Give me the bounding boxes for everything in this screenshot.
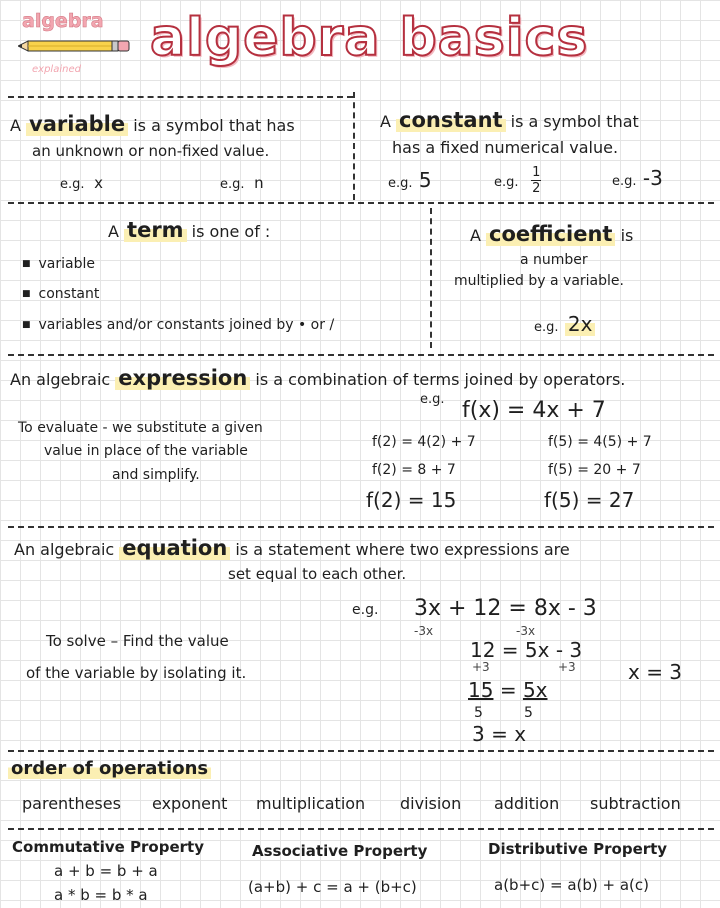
variable-definition-line2: an unknown or non-fixed value.: [32, 142, 270, 160]
distributive-line: a(b+c) = a(b) + a(c): [494, 876, 650, 894]
divider: [8, 354, 714, 356]
divider: [430, 208, 432, 348]
order-addition: addition: [494, 794, 560, 813]
equation-plus3-left: +3: [472, 660, 490, 674]
divider: [8, 526, 714, 528]
commutative-line-2: a * b = b * a: [54, 886, 148, 904]
variable-keyword: variable: [26, 112, 128, 136]
constant-definition: A constant is a symbol that: [380, 108, 639, 132]
equation-line2: set equal to each other.: [228, 565, 407, 583]
solve-line-1: To solve – Find the value: [46, 632, 229, 650]
right-step-1: f(5) = 4(5) + 7: [548, 434, 652, 450]
divider: [8, 96, 353, 98]
divider: [8, 750, 714, 752]
pencil-icon: [18, 40, 130, 52]
left-step-3: f(2) = 15: [366, 488, 457, 512]
equation-step3: 15 = 5x: [468, 678, 548, 702]
equation-plus3-right: +3: [558, 660, 576, 674]
equation-main: 3x + 12 = 8x - 3: [414, 596, 597, 621]
equation-minus3x-left: -3x: [414, 624, 434, 638]
divider: [353, 92, 355, 200]
constant-definition-line2: has a fixed numerical value.: [392, 138, 619, 157]
constant-example-2: e.g. $\frac{1}{2}$: [494, 165, 541, 196]
variable-example-1: e.g. x: [60, 174, 103, 192]
variable-example-2: e.g. n: [220, 174, 264, 192]
term-bullet-joined: ■ variables and/or constants joined by • or /: [22, 317, 334, 333]
expression-definition: An algebraic expression is a combination of terms joined by operators.: [10, 366, 626, 390]
equation-denominator-left: 5: [474, 705, 483, 721]
constant-example-3: e.g. -3: [612, 166, 663, 190]
term-keyword: term: [124, 218, 187, 242]
divider: [8, 828, 714, 830]
right-step-3: f(5) = 27: [544, 488, 635, 512]
associative-line: (a+b) + c = a + (b+c): [248, 878, 417, 896]
commutative-title: Commutative Property: [12, 838, 204, 856]
coefficient-definition: A coefficient is: [470, 222, 634, 246]
order-heading: order of operations: [8, 758, 211, 779]
coefficient-example: e.g. 2x: [534, 312, 595, 336]
left-step-1: f(2) = 4(2) + 7: [372, 434, 476, 450]
equation-denominator-right: 5: [524, 705, 533, 721]
equation-step4: 3 = x: [472, 722, 527, 746]
logo-word: algebra: [22, 10, 104, 32]
page-title: algebra basics: [150, 8, 589, 68]
order-multiplication: multiplication: [256, 794, 366, 813]
left-step-2: f(2) = 8 + 7: [372, 462, 456, 478]
equation-definition: An algebraic equation is a statement where two expressions are: [14, 536, 570, 560]
equation-eg: e.g.: [352, 602, 379, 618]
constant-example-1: e.g. 5: [388, 168, 432, 192]
expression-function: f(x) = 4x + 7: [462, 398, 606, 423]
term-definition: A term is one of :: [108, 218, 271, 242]
term-bullet-variable: ■ variable: [22, 256, 95, 272]
solve-line-2: of the variable by isolating it.: [26, 664, 247, 682]
order-division: division: [400, 794, 462, 813]
order-subtraction: subtraction: [590, 794, 681, 813]
expression-eg: e.g.: [420, 392, 445, 407]
equation-keyword: equation: [119, 536, 230, 560]
equation-step2: 12 = 5x - 3: [470, 638, 583, 662]
coefficient-keyword: coefficient: [486, 222, 615, 246]
associative-title: Associative Property: [252, 842, 428, 860]
evaluate-line-2: value in place of the variable: [44, 443, 248, 459]
evaluate-line-3: and simplify.: [112, 467, 200, 483]
coefficient-line2: a number: [520, 252, 588, 268]
logo-subtitle: explained: [32, 64, 81, 75]
coefficient-line3: multiplied by a variable.: [454, 273, 624, 289]
equation-minus3x-right: -3x: [516, 624, 536, 638]
right-step-2: f(5) = 20 + 7: [548, 462, 641, 478]
variable-definition: A variable is a symbol that has: [10, 112, 295, 136]
expression-keyword: expression: [115, 366, 250, 390]
commutative-line-1: a + b = b + a: [54, 862, 158, 880]
distributive-title: Distributive Property: [488, 840, 668, 858]
divider: [8, 202, 714, 204]
order-parentheses: parentheses: [22, 794, 121, 813]
evaluate-line-1: To evaluate - we substitute a given: [18, 420, 263, 436]
constant-keyword: constant: [396, 108, 506, 132]
equation-answer: x = 3: [628, 660, 683, 684]
order-exponent: exponent: [152, 794, 228, 813]
term-bullet-constant: ■ constant: [22, 286, 99, 302]
